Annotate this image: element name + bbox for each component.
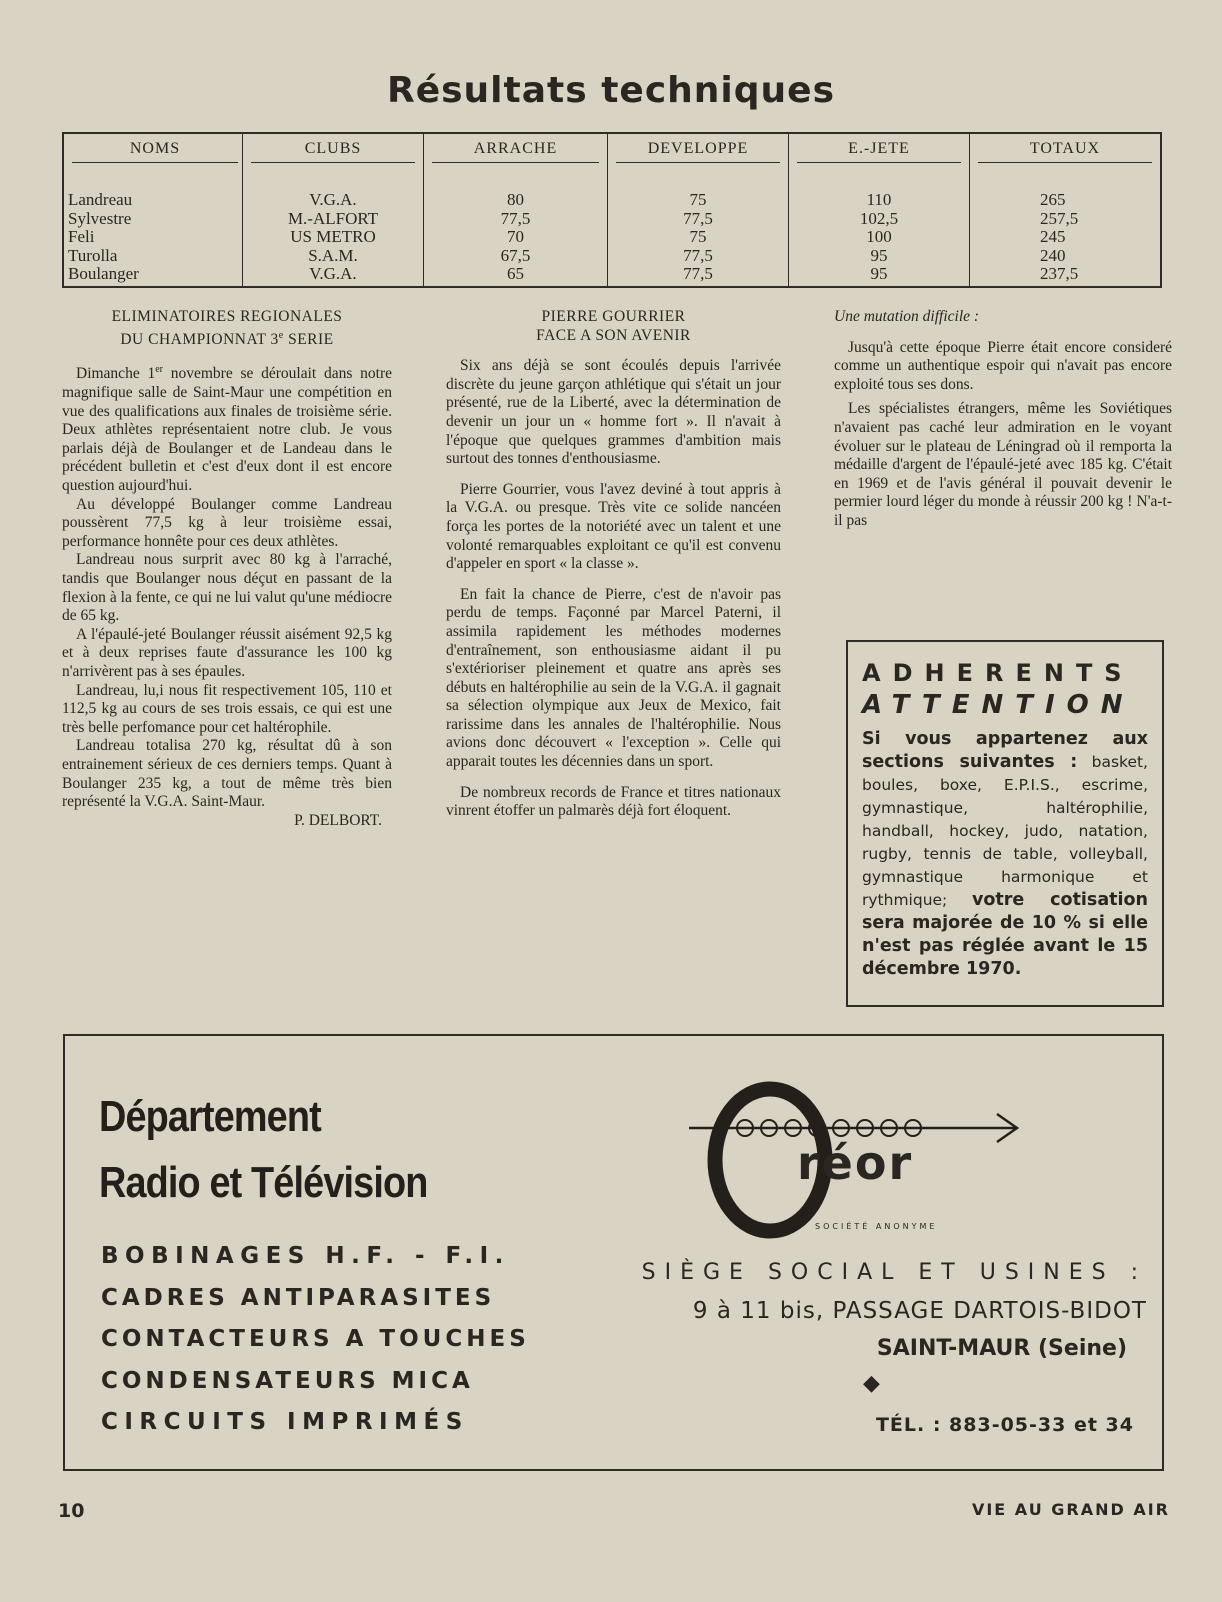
header-noms: NOMS bbox=[72, 140, 238, 163]
list-item: CONDENSATEURS MICA bbox=[101, 1367, 474, 1394]
paragraph: Jusqu'à cette époque Pierre était encore consideré comme un authentique espoir qui n'avait pas encore exploité tous ses dons. bbox=[834, 338, 1172, 393]
paragraph: Six ans déjà se sont écoulés depuis l'arrivée discrète du jeune garçon athlétique qui s'était un jour présenté, rue de la Liberté, avec la détermination de devenir un jour un « homme fort ». Il n'avait à l'époque que quelques grammes d'ambition mais surtout des tonnes d'enthousiasme. bbox=[446, 357, 781, 468]
table-cell: 77,5 bbox=[683, 264, 713, 284]
notice-subtitle: ATTENTION bbox=[862, 690, 1135, 720]
paragraph: Les spécialistes étrangers, même les Soviétiques n'avaient pas caché leur admiration en le voyant évoluer sur le plateau de Léningrad où il remporta la médaille d'argent de l'épaulé-jeté avec 185 kg. C'était en 1969 et de l'avis général il pouvait devenir le permier lourd léger du monde à réussir 200 kg ! N'a-t-il pas bbox=[834, 400, 1172, 529]
col-totaux bbox=[969, 134, 1160, 286]
ad-title bbox=[99, 1084, 428, 1216]
table-cell: 100 bbox=[866, 227, 892, 247]
table-cell: 75 bbox=[689, 227, 707, 247]
paragraph-text: Dimanche 1 bbox=[76, 365, 156, 383]
adherents-notice bbox=[846, 640, 1164, 1007]
paragraph bbox=[62, 361, 392, 495]
table-cell: 75 bbox=[689, 190, 707, 209]
table-cell: V.G.A. bbox=[309, 264, 357, 284]
list-item: CIRCUITS IMPRIMÉS bbox=[101, 1409, 469, 1435]
page-number: 10 bbox=[58, 1500, 85, 1522]
article-heading bbox=[62, 327, 392, 350]
table-cell: 95 bbox=[870, 264, 888, 284]
brand-name: réor bbox=[797, 1136, 914, 1190]
table-cell: Boulanger bbox=[68, 264, 139, 284]
heading-text: DU CHAMPIONNAT 3 bbox=[120, 330, 279, 348]
table-cell: M.-ALFORT bbox=[287, 208, 379, 228]
paragraph: De nombreux records de France et titres nationaux vinrent étoffer un palmarès déjà fort éloquent. bbox=[446, 783, 781, 820]
magazine-name: VIE AU GRAND AIR bbox=[971, 1500, 1170, 1519]
table-cell: 110 bbox=[866, 190, 892, 209]
city-line: SAINT-MAUR (Seine) bbox=[876, 1336, 1127, 1361]
table-cell: 237,5 bbox=[1040, 264, 1079, 284]
header-developpe: DEVELOPPE bbox=[616, 140, 780, 163]
table-cell: V.G.A. bbox=[309, 190, 357, 209]
table-cell: 245 bbox=[1040, 227, 1066, 247]
ad-title-line: Département bbox=[99, 1092, 321, 1141]
article-eliminatoires bbox=[62, 308, 392, 830]
article-gourrier bbox=[446, 308, 781, 821]
header-clubs: CLUBS bbox=[251, 140, 415, 163]
col-ejete bbox=[788, 134, 969, 286]
page-title: Résultats techniques bbox=[386, 70, 835, 111]
table-cell: 65 bbox=[507, 264, 524, 284]
article-heading: ELIMINATOIRES REGIONALES bbox=[111, 308, 343, 325]
table-cell: US METRO bbox=[290, 227, 376, 247]
signature: P. DELBORT. bbox=[294, 811, 382, 829]
table-cell: 80 bbox=[507, 190, 524, 209]
brand-subtitle: SOCIÉTÉ ANONYME bbox=[815, 1222, 938, 1231]
list-item: CONTACTEURS A TOUCHES bbox=[101, 1326, 530, 1352]
table-cell: 67,5 bbox=[500, 245, 531, 265]
col-developpe bbox=[607, 134, 788, 286]
table-cell: 77,5 bbox=[500, 208, 531, 228]
table-cell: 102,5 bbox=[859, 208, 899, 228]
table-cell: 265 bbox=[1040, 190, 1066, 209]
paragraph-text: novembre se déroulait dans notre magnifique salle de Saint-Maur une compétition en vue des qualifications aux finales de troisième série. Deux athlètes représentaient notre club. Je vous parlais déjà de Boulanger et de Landeau dans le précédent bulletin et c'est d'eux dont il est encore question aujourd'hui. bbox=[62, 365, 392, 495]
paragraph: En fait la chance de Pierre, c'est de n'avoir pas perdu de temps. Façonné par Marcel Paterni, il assimila rapidement les méthodes modernes d'entraînement, son enthousiasme aidant il pu s'extérioriser pleinement et quatre ans après ses débuts en haltérophilie au sein de la V.G.A. il gagnait sa sélection olympique aux Jeux de Mexico, fait rarissime dans les annales de l'haltérophilie. Nous avions donc découvert « l'exception ». Celle qui apparait toutes les décennies dans un sport. bbox=[446, 585, 781, 771]
heading-sup: e bbox=[278, 329, 284, 341]
address-line: 9 à 11 bis, PASSAGE DARTOIS-BIDOT bbox=[692, 1298, 1147, 1324]
table-cell: 95 bbox=[870, 245, 888, 265]
header-ejete: E.-JETE bbox=[797, 140, 961, 163]
results-table bbox=[62, 132, 1162, 288]
paragraph: Pierre Gourrier, vous l'avez deviné à tout appris à la V.G.A. ou presque. Très vite ce solide nancéen força les portes de la notoriété avec un talent et une volonté remarquables exploitant ce qu'il est convenu d'appeler en sport « la classe ». bbox=[446, 480, 781, 573]
paragraph: Landreau totalisa 270 kg, résultat dû à son entrainement sérieux de ces derniers temps. Quant à Boulanger 235 kg, a tout de même très bien représenté la V.G.A. Saint-Maur. bbox=[62, 737, 392, 811]
ad-title-line: Radio et Télévision bbox=[99, 1158, 428, 1207]
header-arrache: ARRACHE bbox=[432, 140, 599, 163]
oreor-advertisement bbox=[63, 1034, 1164, 1471]
article-heading: PIERRE GOURRIER bbox=[541, 308, 686, 325]
paragraph: A l'épaulé-jeté Boulanger réussit aisément 92,5 kg et à deux reprises faute d'assurance les 100 kg n'arrivèrent pas à ses épaules. bbox=[62, 625, 392, 680]
company-address bbox=[627, 1254, 1147, 1368]
notice-lead: Si vous appartenez aux sections suivantes : bbox=[862, 729, 1148, 772]
table-cell: S.A.M. bbox=[308, 245, 358, 265]
list-item: CADRES ANTIPARASITES bbox=[101, 1284, 496, 1311]
table-cell: 77,5 bbox=[683, 208, 713, 228]
notice-sections: basket, boules, boxe, E.P.I.S., escrime, gymnastique, haltérophilie, handball, hockey, judo, natation, rugby, tennis de table, volleyball, gymnastique harmonique et rythmique; bbox=[862, 753, 1148, 909]
notice-title: ADHERENTS bbox=[862, 659, 1134, 687]
table-cell: Feli bbox=[68, 227, 95, 247]
header-totaux: TOTAUX bbox=[978, 140, 1152, 163]
list-item: BOBINAGES H.F. - F.I. bbox=[101, 1243, 510, 1269]
paragraph: Au développé Boulanger comme Landreau poussèrent 77,5 kg à leur troisième essai, performance honnête pour ces deux athlètes. bbox=[62, 495, 392, 550]
table-cell: 257,5 bbox=[1040, 208, 1079, 228]
notice-tail: votre cotisation sera majorée de 10 % si elle n'est pas réglée avant le 15 décembre 1970. bbox=[862, 890, 1148, 979]
col-clubs bbox=[242, 134, 423, 286]
notice-body bbox=[862, 728, 1148, 981]
col-arrache bbox=[423, 134, 607, 286]
table-cell: 240 bbox=[1040, 245, 1066, 265]
table-cell: Sylvestre bbox=[68, 208, 132, 228]
section-heading: Une mutation difficile : bbox=[834, 308, 980, 325]
paragraph: Landreau, lu,i nous fit respectivement 105, 110 et 112,5 kg au cours de ses trois essais, ce qui est une très belle perfomance pour cet haltérophile. bbox=[62, 681, 392, 736]
siege-label: SIÈGE SOCIAL ET USINES : bbox=[641, 1260, 1147, 1285]
table-cell: Landreau bbox=[68, 190, 133, 209]
telephone: TÉL. : 883-05-33 et 34 bbox=[875, 1414, 1134, 1436]
ad-product-list bbox=[101, 1236, 530, 1444]
diamond-icon: ◆ bbox=[863, 1371, 880, 1396]
table-cell: Turolla bbox=[68, 245, 118, 265]
paragraph: Landreau nous surprit avec 80 kg à l'arraché, tandis que Boulanger nous déçut en passant de la flexion à la fente, ce qui ne lui valut qu'une médiocre de 65 kg. bbox=[62, 551, 392, 625]
table-cell: 70 bbox=[507, 227, 524, 247]
article-mutation bbox=[834, 308, 1172, 531]
article-heading: FACE A SON AVENIR bbox=[536, 326, 691, 344]
heading-text: SERIE bbox=[283, 330, 334, 348]
col-noms bbox=[64, 134, 246, 286]
table-cell: 77,5 bbox=[683, 245, 713, 265]
paragraph-sup: er bbox=[155, 364, 163, 376]
